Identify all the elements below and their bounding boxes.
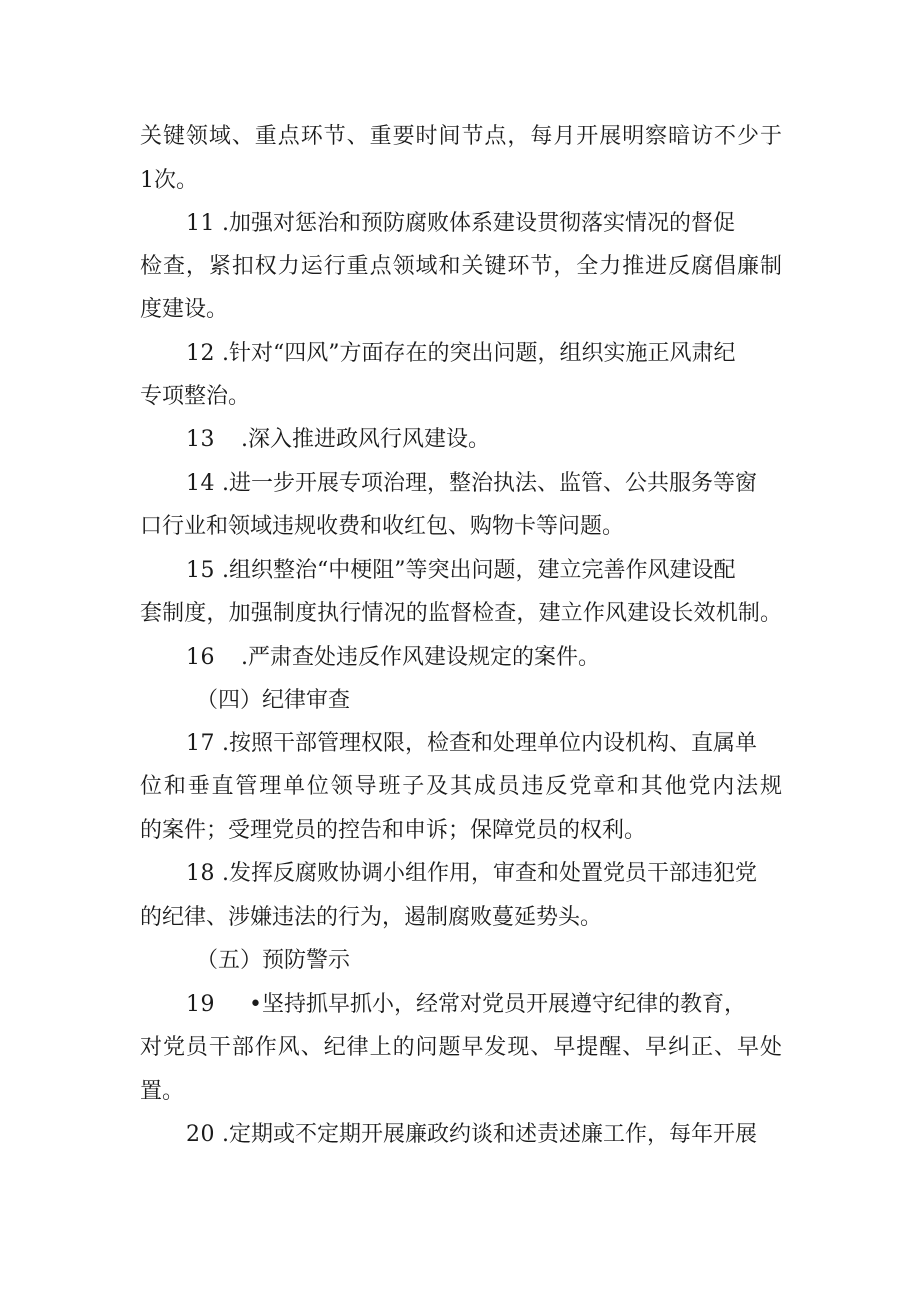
text-line: 专项整治。 <box>140 384 251 409</box>
text-line: .组织整治“中梗阻”等突出问题，建立完善作风建设配 <box>222 558 736 583</box>
item-number: 17 .按照干部管理权限，检查和处理单位内设机构、直属单 <box>186 731 757 756</box>
item-number: 14 .进一步开展专项治理，整治执法、监管、公共服务等窗 <box>186 471 757 496</box>
text-line: 套制度，加强制度执行情况的监督检查，建立作风建设长效机制。 <box>140 601 782 626</box>
text-line: 检查，紧扣权力运行重点领域和关键环节，全力推进反腐倡廉制 <box>140 254 782 279</box>
item-number: 15 .组织整治“中梗阻”等突出问题，建立完善作风建设配 <box>186 558 736 583</box>
section-heading: （五）预防警示 <box>196 948 351 973</box>
text-line: •坚持抓早抓小，经常对党员开展遵守纪律的教育， <box>249 992 746 1017</box>
item-number: 11 .加强对惩治和预防腐败体系建设贯彻落实情况的督促 <box>186 211 735 236</box>
text-line: .加强对惩治和预防腐败体系建设贯彻落实情况的督促 <box>222 211 735 236</box>
text-line: 对党员干部作风、纪律上的问题早发现、早提醒、早纠正、早处 <box>140 1035 782 1060</box>
text-line: .严肃查处违反作风建设规定的案件。 <box>241 645 600 670</box>
text-line: .按照干部管理权限，检查和处理单位内设机构、直属单 <box>222 731 757 756</box>
text-line: 的纪律、涉嫌违法的行为，遏制腐败蔓延势头。 <box>140 905 603 930</box>
text-line: .进一步开展专项治理，整治执法、监管、公共服务等窗 <box>222 471 757 496</box>
item-number: 13 .深入推进政风行风建设。 <box>186 427 490 452</box>
text-line: 1次。 <box>140 168 198 193</box>
item-number: 16 .严肃查处违反作风建设规定的案件。 <box>186 645 600 670</box>
text-line: 位和垂直管理单位领导班子及其成员违反党章和其他党内法规 <box>140 774 782 799</box>
text-line: 口行业和领域违规收费和收红包、购物卡等问题。 <box>140 514 625 539</box>
text-line: 置。 <box>140 1079 185 1104</box>
text-line: 关键领域、重点环节、重要时间节点，每月开展明察暗访不少于 <box>140 124 782 149</box>
text-line: .深入推进政风行风建设。 <box>241 427 490 452</box>
item-number: 18 .发挥反腐败协调小组作用，审查和处置党员干部违犯党 <box>186 861 757 886</box>
text-line: .针对“四风”方面存在的突出问题，组织实施正风肃纪 <box>222 341 736 366</box>
section-heading: （四）纪律审查 <box>196 688 351 713</box>
item-number: 19 •坚持抓早抓小，经常对党员开展遵守纪律的教育， <box>186 992 746 1017</box>
text-line: .定期或不定期开展廉政约谈和述责述廉工作，每年开展 <box>222 1122 757 1147</box>
text-line: 度建设。 <box>140 297 229 322</box>
item-number: 12 .针对“四风”方面存在的突出问题，组织实施正风肃纪 <box>186 341 736 366</box>
item-number: 20 .定期或不定期开展廉政约谈和述责述廉工作，每年开展 <box>186 1122 757 1147</box>
text-line: .发挥反腐败协调小组作用，审查和处置党员干部违犯党 <box>222 861 757 886</box>
text-line: 的案件；受理党员的控告和申诉；保障党员的权利。 <box>140 818 647 843</box>
